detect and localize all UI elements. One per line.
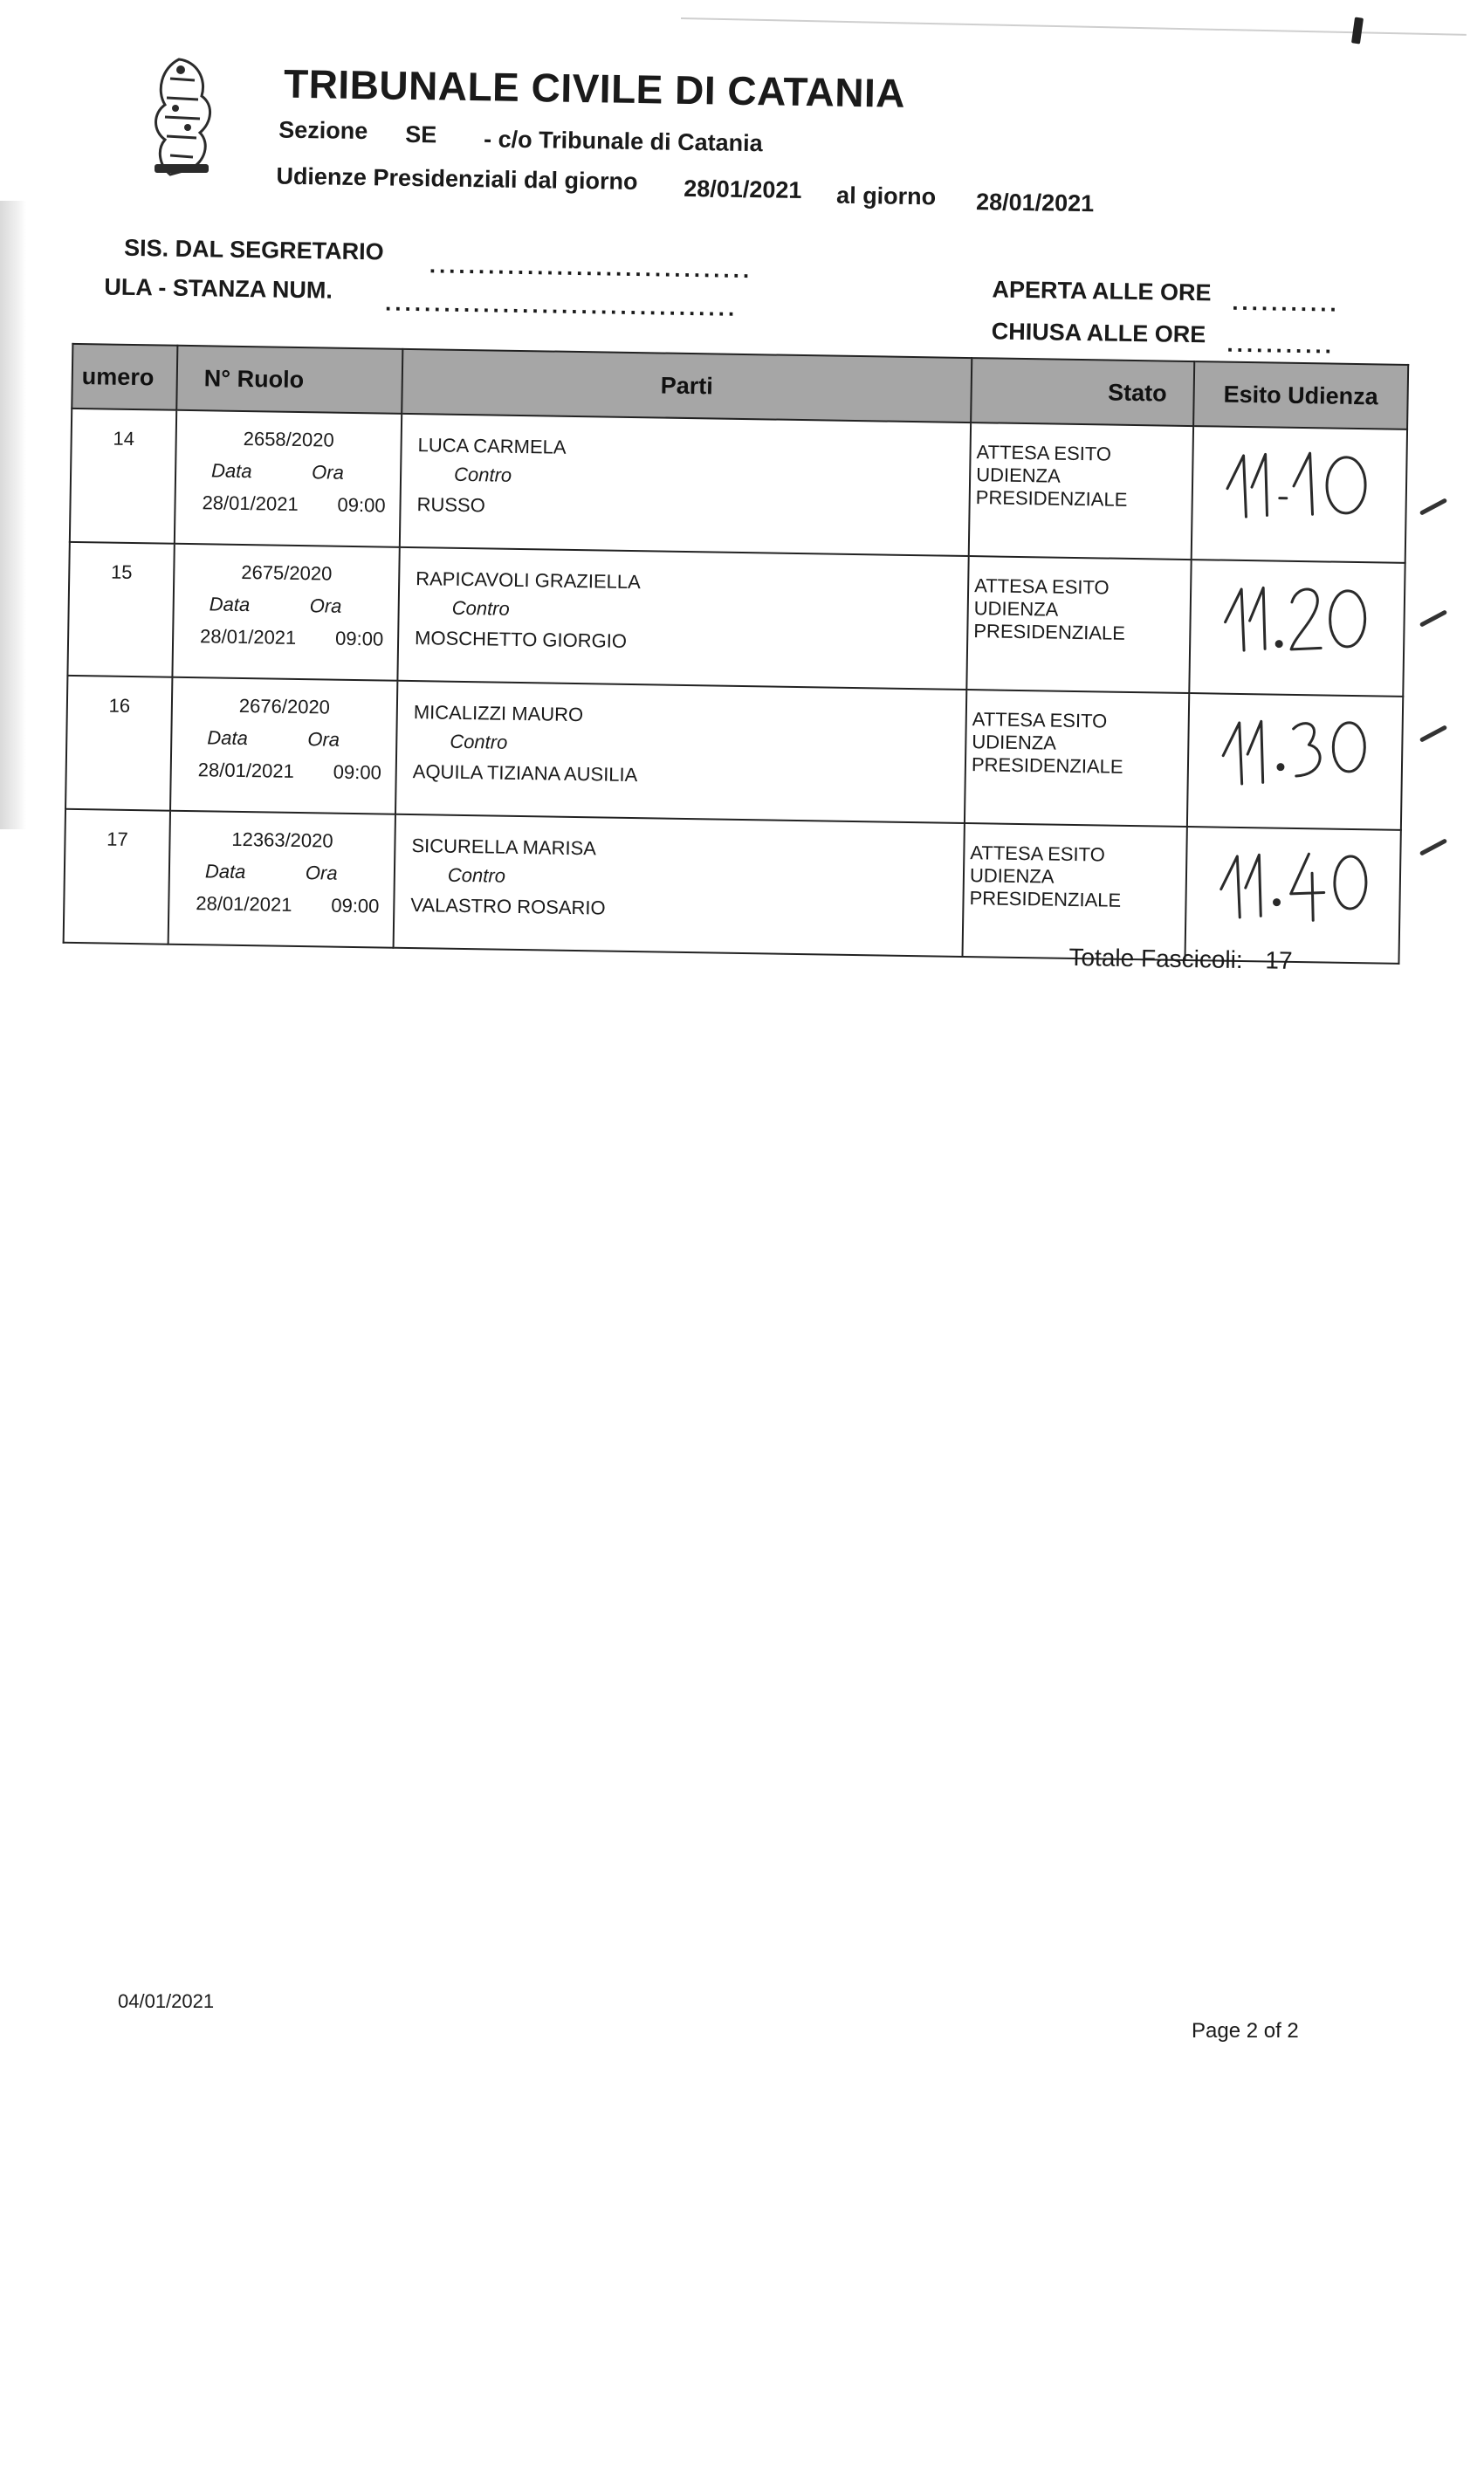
- row-stato-cell: [965, 690, 1189, 827]
- row-parti-cell: [397, 547, 968, 690]
- data-label: Data: [209, 593, 251, 616]
- row-esito-cell: [1185, 827, 1400, 964]
- col-parti-header: Parti: [402, 349, 972, 422]
- page-number: Page 2 of 2: [1192, 2019, 1299, 2043]
- row-ruolo-cell: [168, 811, 395, 948]
- row-esito-cell: [1192, 426, 1407, 563]
- row-stato-cell: [963, 823, 1187, 960]
- ruolo-number: 2658/2020: [243, 427, 334, 451]
- handwritten-esito: [1212, 703, 1379, 793]
- totale-value: 17: [1265, 946, 1293, 974]
- stato-line: UDIENZA: [975, 464, 1061, 487]
- row-esito-cell: [1189, 560, 1405, 697]
- handwritten-esito: [1216, 436, 1384, 525]
- ora-label: Ora: [311, 461, 345, 484]
- table-row: [70, 409, 1407, 563]
- ora-label: Ora: [307, 728, 340, 751]
- row-parti-cell: [395, 681, 966, 823]
- stato-line: ATTESA ESITO: [973, 574, 1110, 599]
- sezione-value: SE: [404, 120, 437, 148]
- party-plaintiff: RAPICAVOLI GRAZIELLA: [416, 567, 641, 594]
- stato-line: PRESIDENZIALE: [973, 620, 1126, 644]
- handwritten-esito: [1213, 569, 1381, 659]
- contro-label: Contro: [450, 730, 508, 753]
- col-esito-header: Esito Udienza: [1193, 361, 1408, 429]
- col-stato-header: Stato: [971, 358, 1194, 426]
- row-esito-cell: [1187, 693, 1403, 830]
- print-date: 04/01/2021: [118, 1990, 215, 2012]
- hearing-date: 28/01/2021: [199, 625, 297, 649]
- ora-label: Ora: [305, 862, 338, 884]
- hearing-date: 28/01/2021: [202, 491, 299, 515]
- sezione-label: Sezione: [278, 116, 368, 145]
- udienze-label: Udienze Presidenziali dal giorno: [276, 162, 638, 196]
- hearings-table: [63, 343, 1410, 965]
- party-plaintiff: SICURELLA MARISA: [411, 835, 597, 860]
- row-ruolo-cell: [172, 544, 399, 681]
- chiusa-label: CHIUSA ALLE ORE: [991, 318, 1206, 348]
- hearing-time: 09:00: [337, 493, 386, 517]
- date-from: 28/01/2021: [684, 175, 802, 203]
- data-label: Data: [204, 860, 246, 883]
- data-label: Data: [210, 459, 252, 483]
- contro-label: Contro: [453, 463, 512, 486]
- ruolo-number: 2675/2020: [241, 560, 333, 585]
- aperta-label: APERTA ALLE ORE: [992, 276, 1212, 306]
- totale-fascicoli: [1068, 944, 1293, 975]
- party-plaintiff: LUCA CARMELA: [417, 434, 567, 458]
- date-to: 28/01/2021: [975, 189, 1095, 217]
- stato-line: PRESIDENZIALE: [975, 486, 1128, 511]
- stato-line: PRESIDENZIALE: [969, 887, 1122, 911]
- party-defendant: VALASTRO ROSARIO: [410, 894, 606, 919]
- table-row: [65, 676, 1403, 830]
- row-numero: 17: [64, 809, 170, 944]
- row-parti-cell: [394, 814, 965, 957]
- row-parti-cell: [400, 414, 971, 556]
- stato-line: ATTESA ESITO: [976, 441, 1112, 465]
- segretario-label: SIS. DAL SEGRETARIO: [123, 234, 384, 265]
- ruolo-number: 2676/2020: [238, 694, 331, 718]
- chiusa-dots: ...........: [1226, 330, 1336, 359]
- aperta-dots: ...........: [1232, 288, 1341, 317]
- row-ruolo-cell: [170, 677, 397, 814]
- stato-line: ATTESA ESITO: [972, 708, 1108, 732]
- row-numero: 14: [70, 409, 176, 544]
- data-label: Data: [207, 726, 249, 750]
- table-row: [67, 542, 1405, 697]
- col-ruolo-header: N° Ruolo: [176, 346, 402, 414]
- stato-line: UDIENZA: [972, 731, 1057, 754]
- contro-label: Contro: [447, 863, 506, 887]
- hearing-time: 09:00: [334, 627, 384, 650]
- contro-label: Contro: [451, 596, 510, 620]
- party-defendant: MOSCHETTO GIORGIO: [414, 627, 628, 652]
- al-giorno-label: al giorno: [835, 182, 937, 210]
- party-plaintiff: MICALIZZI MAURO: [413, 701, 584, 726]
- hearing-date: 28/01/2021: [197, 759, 295, 782]
- handwritten-esito: [1210, 836, 1378, 926]
- stato-line: PRESIDENZIALE: [971, 753, 1123, 778]
- aula-label: ULA - STANZA NUM.: [104, 273, 333, 304]
- col-numero-header: umero: [72, 344, 177, 410]
- row-numero: 16: [65, 676, 172, 811]
- hearing-time: 09:00: [333, 760, 381, 784]
- stato-line: UDIENZA: [973, 597, 1059, 621]
- segretario-dots: .................................: [429, 251, 753, 284]
- totale-label: Totale Fascicoli:: [1068, 943, 1243, 974]
- hearing-time: 09:00: [331, 894, 380, 917]
- ora-label: Ora: [309, 594, 342, 617]
- stato-line: UDIENZA: [969, 864, 1055, 888]
- party-defendant: RUSSO: [416, 493, 486, 517]
- party-defendant: AQUILA TIZIANA AUSILIA: [412, 760, 638, 787]
- ruolo-number: 12363/2020: [231, 828, 333, 852]
- document-title: TRIBUNALE CIVILE DI CATANIA: [283, 60, 906, 116]
- row-stato-cell: [969, 422, 1193, 560]
- row-numero: 15: [67, 542, 174, 677]
- table-row: [64, 809, 1401, 964]
- sezione-location: - c/o Tribunale di Catania: [483, 126, 763, 157]
- stato-line: ATTESA ESITO: [970, 841, 1106, 866]
- aula-dots: ....................................: [384, 289, 739, 321]
- row-ruolo-cell: [175, 410, 402, 547]
- row-stato-cell: [966, 556, 1191, 693]
- hearing-date: 28/01/2021: [196, 892, 292, 916]
